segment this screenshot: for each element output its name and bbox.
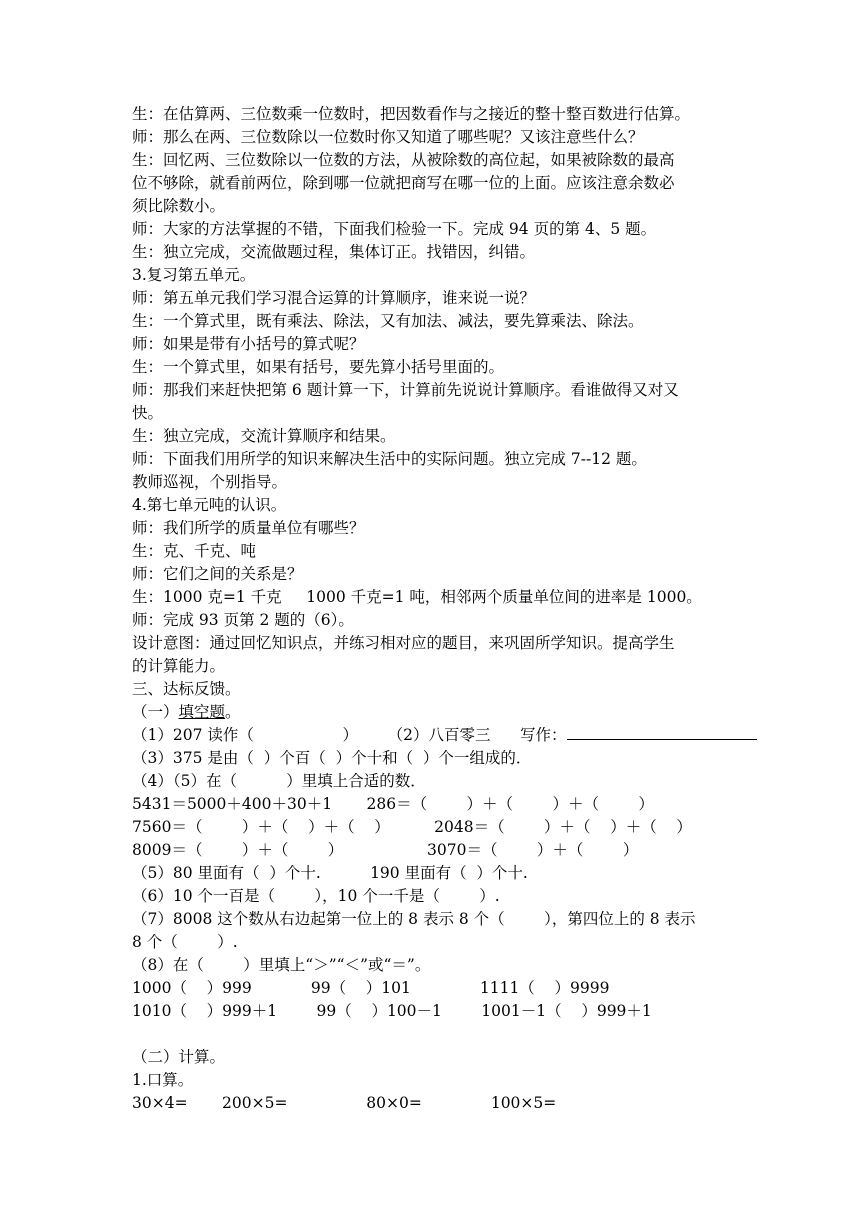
question-line bbox=[132, 724, 742, 747]
text-line: 师：它们之间的关系是？ bbox=[132, 565, 303, 583]
text-line: 生：回忆两、三位数除以一位数的方法，从被除数的高位起，如果被除数的最高 bbox=[132, 151, 675, 169]
text-line: 生：一个算式里，既有乘法、除法，又有加法、减法，要先算乘法、除法。 bbox=[132, 312, 644, 330]
text-line: 生：独立完成，交流计算顺序和结果。 bbox=[132, 427, 396, 445]
text-line: 的计算能力。 bbox=[132, 657, 226, 675]
text-line: 生：独立完成，交流做题过程，集体订正。找错因，纠错。 bbox=[132, 243, 536, 261]
section-heading: 1.口算。 bbox=[132, 1071, 194, 1089]
question-line: 30×4= 200×5= 80×0= 100×5= bbox=[132, 1094, 557, 1112]
text-line: 生：在估算两、三位数乘一位数时，把因数看作与之接近的整十整百数进行估算。 bbox=[132, 105, 691, 123]
text-line: 师：那我们来赶快把第 6 题计算一下，计算前先说说计算顺序。看谁做得又对又 bbox=[132, 381, 679, 399]
text-line: 师：我们所学的质量单位有哪些？ bbox=[132, 519, 365, 537]
text-line: 生：一个算式里，如果有括号，要先算小括号里面的。 bbox=[132, 358, 505, 376]
text-line: 师：完成 93 页第 2 题的（6）。 bbox=[132, 611, 354, 629]
section-heading: 4.第七单元吨的认识。 bbox=[132, 496, 287, 514]
text-line: 师：第五单元我们学习混合运算的计算顺序，谁来说一说？ bbox=[132, 289, 536, 307]
question-line: 7560＝（ ）＋（ ）＋（ ） 2048＝（ ）＋（ ）＋（ ） bbox=[132, 818, 692, 836]
subsection-heading: （二）计算。 bbox=[132, 1048, 226, 1066]
question-line: （6）10 个一百是（ ），10 个一千是（ ）. bbox=[132, 887, 500, 905]
subsection-prefix: （一） bbox=[132, 703, 179, 721]
text-line: 快。 bbox=[132, 404, 164, 422]
question-text: （1）207 读作（ ） （2）八百零三 写作： bbox=[132, 726, 567, 744]
text-line: 生：克、千克、吨 bbox=[132, 542, 257, 560]
text-line: 设计意图：通过回忆知识点，并练习相对应的题目，来巩固所学知识。提高学生 bbox=[132, 634, 675, 652]
question-line: 5431＝5000＋400＋30＋1 286＝（ ）＋（ ）＋（ ） bbox=[132, 795, 654, 813]
section-heading: 三、达标反馈。 bbox=[132, 680, 241, 698]
text-line: 师：下面我们用所学的知识来解决生活中的实际问题。独立完成 7--12 题。 bbox=[132, 450, 647, 468]
question-line: （4）（5）在（ ）里填上合适的数． bbox=[132, 772, 426, 790]
answer-blank bbox=[567, 725, 757, 740]
document-body bbox=[132, 103, 742, 1115]
text-line: 位不够除，就看前两位，除到哪一位就把商写在哪一位的上面。应该注意余数必 bbox=[132, 174, 675, 192]
section-heading: 3.复习第五单元。 bbox=[132, 266, 256, 284]
subsection-title: 填空题 bbox=[178, 703, 226, 721]
question-line: 1010（ ）999＋1 99（ ）100－1 1001－1（ ）999＋1 bbox=[132, 1002, 652, 1020]
question-line: 8009＝（ ）＋（ ） 3070＝（ ）＋（ ） bbox=[132, 841, 639, 859]
text-line: 须比除数小。 bbox=[132, 197, 226, 215]
text-line: 生：1000 克=1 千克 1000 千克=1 吨，相邻两个质量单位间的进率是 1000。 bbox=[132, 588, 702, 606]
question-line: 1000（ ）999 99（ ）101 1111（ ）9999 bbox=[132, 979, 610, 997]
question-line: （8）在（ ）里填上“＞”“＜”或“＝”。 bbox=[132, 956, 431, 974]
text-line: 师：如果是带有小括号的算式呢？ bbox=[132, 335, 365, 353]
question-line: （5）80 里面有（ ）个十. 190 里面有（ ）个十. bbox=[132, 864, 528, 882]
question-line: （3）375 是由（ ）个百（ ）个十和（ ）个一组成的． bbox=[132, 749, 532, 767]
text-line: 师：大家的方法掌握的不错，下面我们检验一下。完成 94 页的第 4、5 题。 bbox=[132, 220, 657, 238]
text-line: 师：那么在两、三位数除以一位数时你又知道了哪些呢？又该注意些什么？ bbox=[132, 128, 644, 146]
subsection-heading bbox=[132, 701, 742, 724]
question-line: 8 个（ ）. bbox=[132, 933, 238, 951]
spacer bbox=[132, 1023, 742, 1046]
text-line: 教师巡视，个别指导。 bbox=[132, 473, 288, 491]
question-line: （7）8008 这个数从右边起第一位上的 8 表示 8 个（ ），第四位上的 8 表示 bbox=[132, 910, 696, 928]
subsection-suffix: 。 bbox=[225, 703, 241, 721]
